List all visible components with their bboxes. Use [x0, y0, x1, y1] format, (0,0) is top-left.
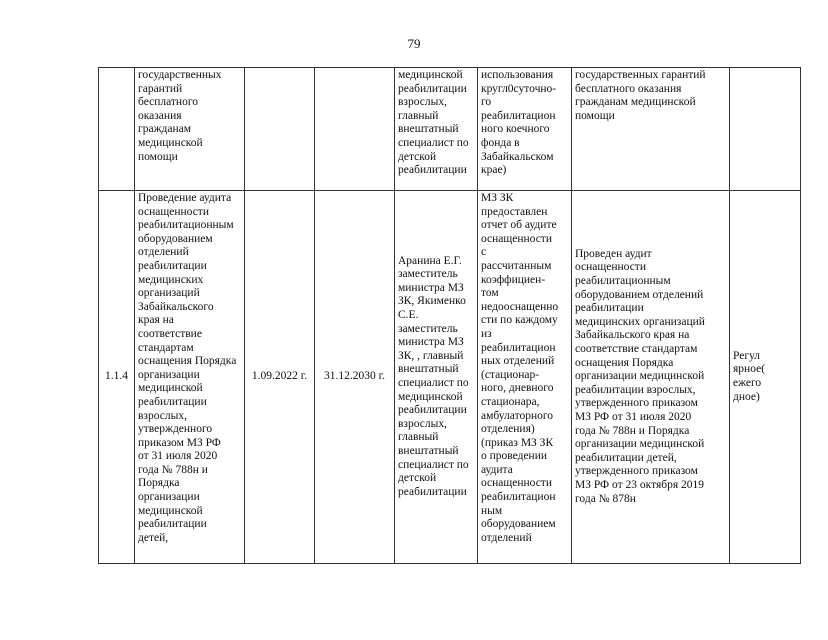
responsible-cell: [395, 191, 478, 564]
end-date-cell: [315, 191, 395, 564]
table-row: [99, 68, 801, 191]
measure-text: Проведение аудита оснащенности реабилитационным оборудованием отделений реабилитации медицинских организаций Забайкальского края на соответствие стандартам оснащения Порядка организации медицинской реабилитации взрослых, утвержденного приказом МЗ РФ от 31 июля 2020 года № 788н и Порядка организации медицинской реабилитации детей,: [138, 192, 237, 544]
end-date-cell: [315, 68, 395, 191]
measure-cell: [135, 68, 245, 191]
start-date-cell: [245, 191, 315, 564]
responsible-text: медицинской реабилитации взрослых, главный внештатный специалист по детской реабилитации: [398, 69, 469, 177]
result-text: МЗ ЗК предоставлен отчет об аудите оснащенности с рассчитанным коэффициен- том недооснащенно сти по каждому из реабилитацион ных отделений (стационар- ного, дневного стационара, амбулаторного отделения) (приказ МЗ ЗК о проведении аудита оснащенности реабилитацион ным оборудованием отделений: [481, 192, 559, 544]
result-cell: [478, 68, 572, 191]
measure-text: государственных гарантий бесплатного оказания гражданам медицинской помощи: [138, 69, 222, 163]
result-cell: [478, 191, 572, 564]
page-number: 79: [407, 36, 421, 51]
indicator-cell: [572, 68, 730, 191]
periodicity-text: Регул ярное( ежего дное): [733, 349, 766, 403]
indicator-text: государственных гарантий бесплатного оказания гражданам медицинской помощи: [575, 69, 706, 122]
start-date: 1.09.2022 г.: [251, 370, 308, 383]
responsible-text: Аранина Е.Г. заместитель министра МЗ ЗК, Якименко С.Е. заместитель министра МЗ ЗК, , главный внештатный специалист по медицинской реабилитации взрослых, главный внештатный специалист по детской реабилитации: [398, 254, 469, 498]
row-number-cell: [99, 68, 135, 191]
indicator-cell: [572, 191, 730, 564]
responsible-cell: [395, 68, 478, 191]
end-date: 31.12.2030 г.: [324, 370, 385, 383]
measure-cell: [135, 191, 245, 564]
row-number-cell: [99, 191, 135, 564]
indicator-text: Проведен аудит оснащенности реабилитационным оборудованием отделений реабилитации медицинских организаций Забайкальского края на соответствие стандартам оснащения Порядка организации медицинской реабилитации взрослых, утвержденного приказом МЗ РФ от 31 июля 2020 года № 788н и Порядка организации медицинской реабилитации детей, утвержденного приказом МЗ РФ от 23 октября 2019 года № 878н: [575, 247, 705, 505]
plan-table: [98, 67, 801, 564]
periodicity-cell: [730, 68, 801, 191]
periodicity-cell: [730, 191, 801, 564]
start-date-cell: [245, 68, 315, 191]
result-text: использования кругл0суточно- го реабилитацион ного коечного фонда в Забайкальском крае): [481, 69, 557, 177]
table-row: [99, 191, 801, 564]
row-number: 1.1.4: [105, 370, 128, 383]
